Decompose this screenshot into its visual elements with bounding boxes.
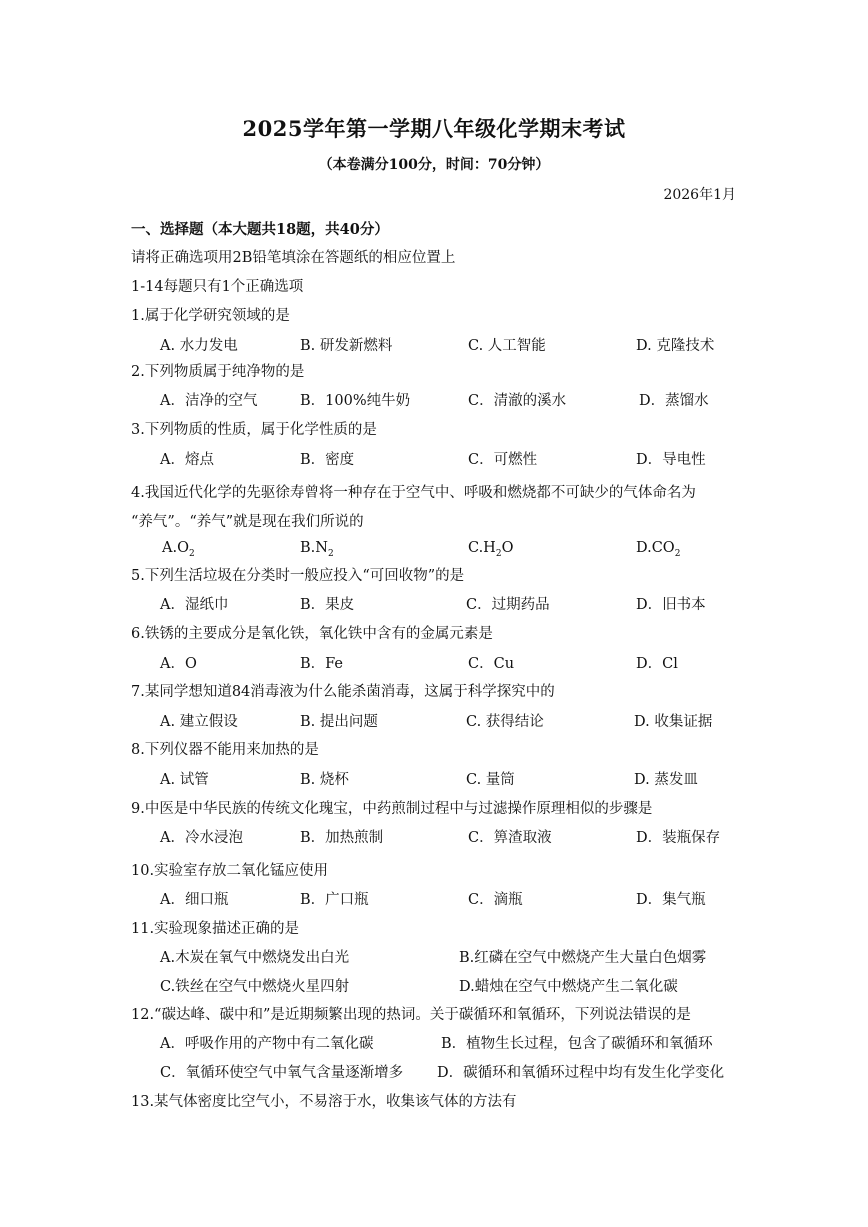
option-b: B. 提出问题	[300, 714, 378, 730]
question-5-options	[0, 593, 868, 615]
option-d: D．Cl	[636, 656, 678, 672]
option-c: C. 获得结论	[466, 714, 544, 730]
question-12-options-row-2	[0, 1061, 868, 1083]
option-d: D．旧书本	[636, 597, 706, 613]
section-instruction: 请将正确选项用2B铅笔填涂在答题纸的相应位置上	[131, 250, 456, 266]
option-b: B．果皮	[300, 597, 355, 613]
option-d: D. 蒸发皿	[634, 772, 698, 788]
option-b: B. 研发新燃料	[300, 338, 393, 354]
option-a: $A.O_2$	[162, 540, 195, 559]
option-b: B. 烧杯	[300, 772, 349, 788]
section-heading: 一、选择题（本大题共18题，共40分）	[131, 221, 389, 238]
question-9-stem: 9.中医是中华民族的传统文化瑰宝，中药煎制过程中与过滤操作原理相似的步骤是	[131, 801, 653, 817]
question-1-stem: 1.属于化学研究领域的是	[131, 308, 290, 324]
question-10-stem: 10.实验室存放二氧化锰应使用	[131, 863, 329, 879]
option-b: B．密度	[300, 452, 355, 468]
option-d: D．蒸馏水	[639, 393, 709, 409]
question-13-stem: 13.某气体密度比空气小，不易溶于水，收集该气体的方法有	[131, 1094, 517, 1110]
option-d: D.蜡烛在空气中燃烧产生二氧化碳	[459, 979, 678, 995]
option-a: A．细口瓶	[160, 892, 229, 908]
option-c: C．氧循环使空气中氧气含量逐渐增多	[160, 1065, 404, 1081]
question-5-stem: 5.下列生活垃圾在分类时一般应投入“可回收物”的是	[131, 568, 465, 584]
option-a: A. 试管	[160, 772, 209, 788]
question-1-options	[0, 334, 868, 356]
question-3-options	[0, 448, 868, 470]
section-note: 1-14每题只有1个正确选项	[131, 279, 304, 295]
question-9-options	[0, 826, 868, 848]
question-2-stem: 2.下列物质属于纯净物的是	[131, 364, 305, 380]
question-11-options-row-2	[0, 975, 868, 997]
option-d: D．集气瓶	[636, 892, 706, 908]
option-c: C. 量筒	[466, 772, 515, 788]
question-4-stem-continued: “养气”。“养气”就是现在我们所说的	[131, 514, 364, 530]
question-12-options-row-1	[0, 1032, 868, 1054]
option-c: C．箅渣取液	[468, 830, 552, 846]
question-8-stem: 8.下列仪器不能用来加热的是	[131, 742, 319, 758]
question-7-stem: 7.某同学想知道84消毒液为什么能杀菌消毒，这属于科学探究中的	[131, 684, 555, 700]
question-11-stem: 11.实验现象描述正确的是	[131, 921, 300, 937]
option-a: A. 建立假设	[160, 714, 238, 730]
option-a: A．呼吸作用的产物中有二氧化碳	[160, 1036, 374, 1052]
option-c: C．清澈的溪水	[468, 393, 567, 409]
option-b: B．加热煎制	[300, 830, 384, 846]
option-d: $D.CO_2$	[636, 540, 681, 559]
option-c: C.铁丝在空气中燃烧火星四射	[160, 979, 350, 995]
option-a: A.木炭在氧气中燃烧发出白光	[160, 950, 350, 966]
option-d: D．碳循环和氧循环过程中均有发生化学变化	[437, 1065, 725, 1081]
question-3-stem: 3.下列物质的性质，属于化学性质的是	[131, 422, 377, 438]
question-11-options-row-1	[0, 946, 868, 968]
question-10-options	[0, 888, 868, 910]
question-4-options	[0, 540, 868, 562]
option-c: C．滴瓶	[468, 892, 523, 908]
option-b: B．100%纯牛奶	[300, 393, 411, 409]
question-7-options	[0, 710, 868, 732]
option-b: B．广口瓶	[300, 892, 369, 908]
option-d: D. 收集证据	[634, 714, 713, 730]
option-c: $C.H_2O$	[468, 540, 514, 559]
question-4-stem: 4.我国近代化学的先驱徐寿曾将一种存在于空气中、呼吸和燃烧都不可缺少的气体命名为	[131, 485, 696, 501]
option-a: A．熔点	[160, 452, 214, 468]
option-a: A．O	[160, 656, 197, 672]
question-6-options	[0, 652, 868, 674]
option-b: B．植物生长过程，包含了碳循环和氧循环	[441, 1036, 713, 1052]
option-c: C．可燃性	[468, 452, 538, 468]
option-a: A．冷水浸泡	[160, 830, 243, 846]
exam-date: 2026年1月	[663, 187, 736, 203]
option-b: $B.N_2$	[300, 540, 334, 559]
option-a: A．洁净的空气	[160, 393, 258, 409]
exam-title: 2025学年第一学期八年级化学期末考试	[242, 116, 626, 141]
question-6-stem: 6.铁锈的主要成分是氧化铁，氧化铁中含有的金属元素是	[131, 626, 493, 642]
option-b: B.红磷在空气中燃烧产生大量白色烟雾	[459, 950, 707, 966]
question-8-options	[0, 768, 868, 790]
question-2-options	[0, 389, 868, 411]
exam-subtitle: （本卷满分100分，时间：70分钟）	[318, 157, 550, 173]
option-a: A. 水力发电	[160, 338, 238, 354]
option-d: D．装瓶保存	[636, 830, 721, 846]
option-b: B．Fe	[300, 656, 344, 672]
question-12-stem: 12.“碳达峰、碳中和”是近期频繁出现的热词。关于碳循环和氧循环，下列说法错误的是	[131, 1007, 691, 1023]
option-c: C．过期药品	[466, 597, 550, 613]
option-d: D. 克隆技术	[636, 338, 715, 354]
option-c: C．Cu	[468, 656, 515, 672]
option-d: D．导电性	[636, 452, 706, 468]
option-a: A．湿纸巾	[160, 597, 229, 613]
option-c: C. 人工智能	[468, 338, 546, 354]
